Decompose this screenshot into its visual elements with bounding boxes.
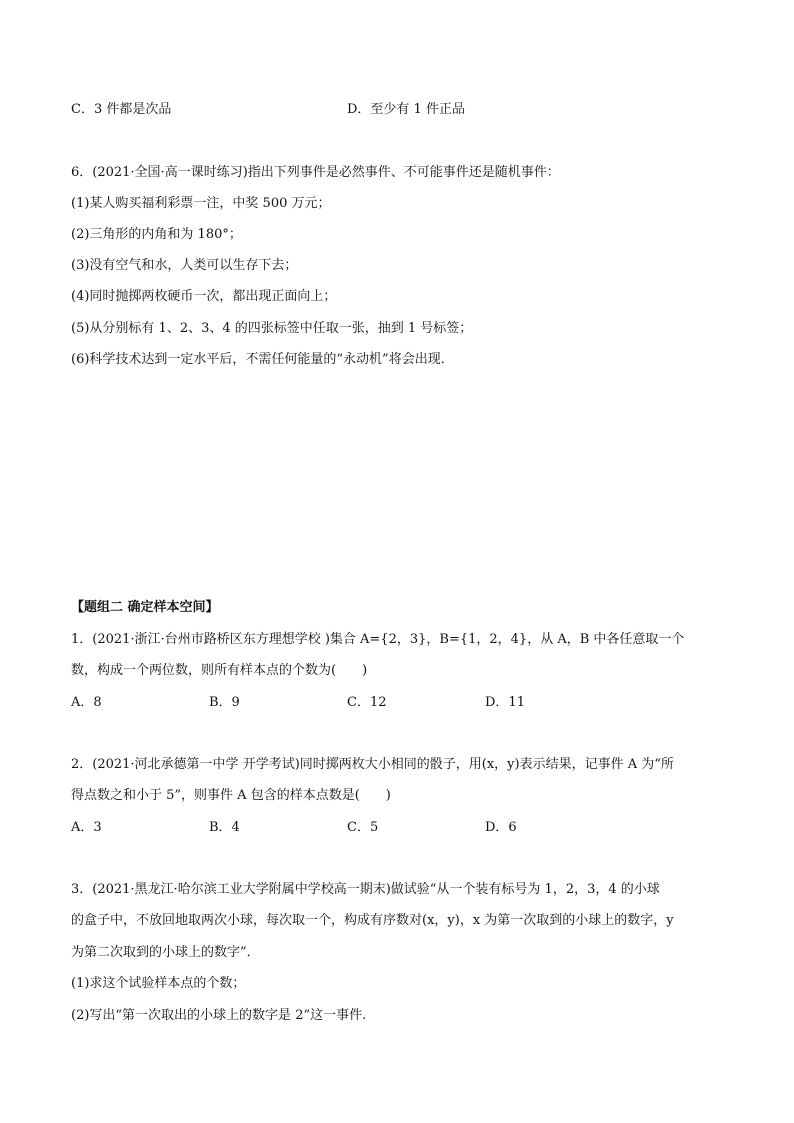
g2-q3-line-2: 的盒子中，不放回地取两次小球，每次取一个，构成有序数对(x，y)，x 为第一次取到的小球上的数字，y <box>71 913 674 928</box>
q5-option-d: D．至少有 1 件正品 <box>347 102 465 117</box>
g2-q1-option-a: A．8 <box>71 695 102 710</box>
g2-q1-line-1: 1．(2021·浙江·台州市路桥区东方理想学校 )集合 A={2，3}，B={1，2，4}，从 A，B 中各任意取一个 <box>71 632 685 647</box>
g2-q2-line-2: 得点数之和小于 5”，则事件 A 包含的样本点数是( ) <box>71 788 391 803</box>
g2-q1-option-c: C．12 <box>347 695 387 710</box>
q6-item-5: (5)从分别标有 1、2、3、4 的四张标签中任取一张，抽到 1 号标签； <box>71 321 473 336</box>
section-heading: 【题组二 确定样本空间】 <box>71 600 219 615</box>
q6-stem: 6．(2021·全国·高一课时练习)指出下列事件是必然事件、不可能事件还是随机事件： <box>71 165 560 180</box>
g2-q3-sub-1: (1)求这个试验样本点的个数； <box>71 976 246 991</box>
g2-q2-line-1: 2．(2021·河北承德第一中学 开学考试)同时掷两枚大小相同的骰子，用(x，y)表示结果，记事件 A 为“所 <box>71 757 674 772</box>
g2-q3-sub-2: (2)写出“第一次取出的小球上的数字是 2”这一事件. <box>71 1008 367 1023</box>
q6-item-1: (1)某人购买福利彩票一注，中奖 500 万元； <box>71 196 331 211</box>
g2-q2-option-d: D．6 <box>485 820 517 835</box>
q6-item-4: (4)同时抛掷两枚硬币一次，都出现正面向上； <box>71 289 337 304</box>
g2-q3-line-3: 为第二次取到的小球上的数字”． <box>71 945 260 960</box>
g2-q2-option-b: B．4 <box>209 820 240 835</box>
g2-q3-line-1: 3．(2021·黑龙江·哈尔滨工业大学附属中学校高一期末)做试验“从一个装有标号为 1，2，3，4 的小球 <box>71 882 660 897</box>
q5-option-c: C．3 件都是次品 <box>71 102 172 117</box>
g2-q1-line-2: 数，构成一个两位数，则所有样本点的个数为( ) <box>71 663 368 678</box>
g2-q1-option-b: B．9 <box>209 695 240 710</box>
g2-q1-option-d: D．11 <box>485 695 525 710</box>
q6-item-2: (2)三角形的内角和为 180°； <box>71 227 242 242</box>
q6-item-6: (6)科学技术达到一定水平后，不需任何能量的“永动机”将会出现． <box>71 352 454 367</box>
q6-item-3: (3)没有空气和水，人类可以生存下去； <box>71 258 298 273</box>
g2-q2-option-a: A．3 <box>71 820 102 835</box>
g2-q2-option-c: C．5 <box>347 820 379 835</box>
